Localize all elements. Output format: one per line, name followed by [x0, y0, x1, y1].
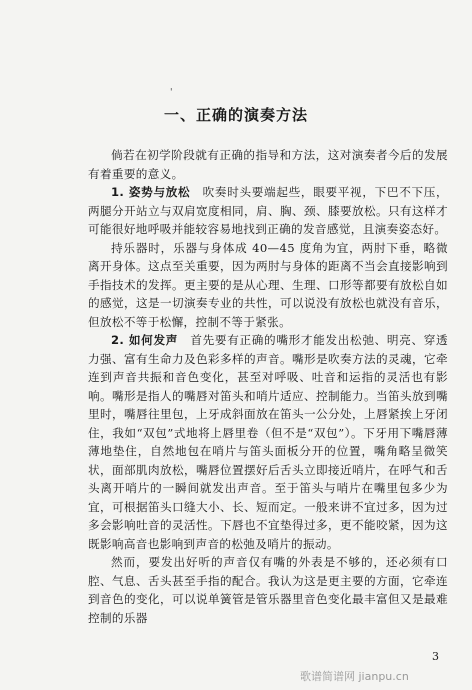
section-title: 一、正确的演奏方法	[163, 106, 308, 124]
posture-text: 吹奏时头要端起些，眼要平视，下巴不下压，两腿分开站立与双肩宽度相同，肩、胸、颈、膝要放松。只有这样才可能很好地呼吸并能较容易地找到正确的发音感觉，且演奏姿态好。	[88, 185, 448, 236]
sound-paragraph	[88, 331, 448, 553]
posture-heading: 1. 姿势与放松	[111, 185, 191, 199]
holding-paragraph: 持乐器时，乐器与身体成 40—45 度角为宜，两肘下垂，略微离开身体。这点至关重要，因为两肘与身体的距离不当会直接影响到手指技术的发挥。更主要的是从心理、生理、口形等都要有放松自如的感觉，这是一切演奏专业的共性，可以说没有放松也就没有音乐，但放松不等于松懈，控制不等于紧张。	[88, 240, 448, 329]
stray-mark: '	[170, 88, 173, 98]
body-text	[88, 146, 448, 627]
page-number: 3	[432, 650, 439, 663]
sound-text: 首先要有正确的嘴形才能发出松弛、明亮、穿透力强、富有生命力及色彩多样的声音。嘴形是吹奏方法的灵魂，它牵连到声音共振和音色变化，甚至对呼吸、吐音和运指的灵活也有影响。嘴形是指人的嘴唇对笛头和哨片适应、控制能力。当笛头放到嘴里时，嘴唇往里包，上牙成斜面放在笛头一公分处，上唇紧挨上牙闭住，我如“双包”式地将上唇里卷（但不是“双包”）。下牙用下嘴唇薄薄地垫住，自然地包在哨片与笛头面板分开的位置，嘴角略呈微笑状，面部肌肉放松，嘴唇位置摆好后舌头立即接近哨片，在呼气和舌头离开哨片的一瞬间就发出声音。至于笛头与哨片在嘴里包多少为宜，可根据笛头口缝大小、长、短而定。一般来讲不宜过多，因为过多会影响吐音的灵活性。下唇也不宜垫得过多，更不能咬紧，因为这既影响高音也影响到声音的松弛及哨片的振动。	[88, 333, 448, 551]
posture-paragraph	[88, 183, 448, 239]
timbre-paragraph: 然而，要发出好听的声音仅有嘴的外表是不够的，还必须有口腔、气息、舌头甚至手指的配合。我认为这是更主要的方面，它牵连到音色的变化，可以说单簧管是管乐器里音色变化最丰富但又是最难控制的乐器	[88, 555, 448, 625]
sound-heading: 2. 如何发声	[111, 333, 179, 347]
site-watermark: 歌谱简谱网 jianpu.cn	[300, 670, 409, 683]
intro-paragraph: 倘若在初学阶段就有正确的指导和方法，这对演奏者今后的发展有着重要的意义。	[88, 148, 448, 181]
